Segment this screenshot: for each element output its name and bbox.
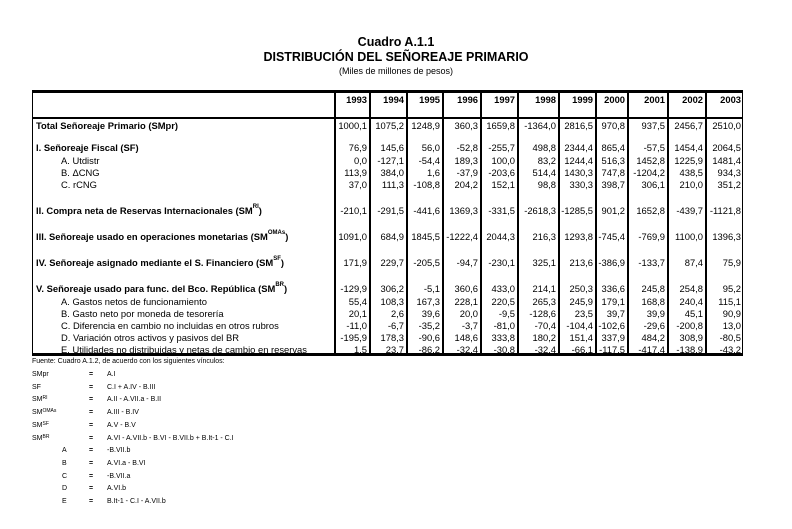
link-name-text: SMpr [32, 371, 49, 378]
footnote-equals: = [89, 434, 94, 442]
closing-paren: ) [285, 231, 289, 242]
data-table [32, 90, 743, 356]
table-cell: 254,8 [679, 283, 703, 294]
row-label [61, 308, 224, 319]
table-cell: -70,4 [534, 320, 556, 331]
table-cell: 189,3 [454, 155, 478, 166]
table-cell: 180,2 [532, 332, 556, 343]
footnote-formula: A.I [107, 371, 116, 378]
table-cell: -205,5 [413, 257, 440, 268]
table-cell: -210,1 [340, 205, 367, 216]
footnote-formula: A.VI - A.VII.b - B.VI - B.VII.b + B.It-1 - C.I [107, 434, 234, 442]
table-cell: 56,0 [421, 142, 440, 153]
table-cell: 484,2 [641, 332, 665, 343]
row-label [36, 283, 287, 294]
footnote-link-name [32, 409, 56, 416]
table-cell: 1091,0 [338, 231, 367, 242]
table-cell: 98,8 [537, 179, 556, 190]
table-cell: 1659,8 [486, 120, 515, 131]
link-name-text: SM [32, 421, 43, 429]
row-label [36, 231, 288, 242]
table-cell: 1075,2 [375, 120, 404, 131]
table-cell: -5,1 [423, 283, 440, 294]
table-cell: 100,0 [491, 155, 515, 166]
footnote-formula: A.VI.b [107, 485, 127, 493]
row-label [36, 142, 139, 153]
table-cell: -90,6 [418, 332, 440, 343]
table-cell: -108,8 [413, 179, 440, 190]
column-header-year: 1999 [572, 94, 593, 105]
table-cell: -1364,0 [524, 120, 556, 131]
table-cell: 39,7 [606, 308, 625, 319]
table-cell: -37,9 [456, 167, 478, 178]
table-cell: 20,1 [348, 308, 367, 319]
footnote-formula: B.It-1 - C.I - A.VII.b [107, 498, 166, 505]
link-name-superscript: BR [42, 433, 50, 440]
table-cell: 75,9 [722, 257, 741, 268]
table-cell: 1430,3 [564, 167, 593, 178]
table-cell: -43,2 [719, 344, 741, 355]
table-cell: 23,5 [574, 308, 593, 319]
table-cell: 39,6 [421, 308, 440, 319]
table-cell: 2510,0 [712, 120, 741, 131]
footnote-link-name [62, 447, 67, 454]
table-cell: -3,7 [461, 320, 478, 331]
table-cell: -32,4 [456, 344, 478, 355]
table-cell: 1452,8 [636, 155, 665, 166]
table-cell: 438,5 [679, 167, 703, 178]
table-cell: -66,1 [571, 344, 593, 355]
table-cell: 167,3 [416, 296, 440, 307]
table-cell: 55,4 [348, 296, 367, 307]
closing-paren: ) [258, 205, 262, 216]
footnote-link-name [32, 384, 41, 391]
table-cell: 250,3 [569, 283, 593, 294]
row-label [36, 205, 262, 216]
table-cell: -128,6 [529, 308, 556, 319]
column-header-year: 2001 [644, 94, 665, 105]
table-cell: -441,6 [413, 205, 440, 216]
link-name-superscript: SF [42, 420, 49, 427]
footnote-link-name [32, 435, 49, 442]
table-cell: 1,6 [426, 167, 440, 178]
link-name-text: SM [32, 396, 43, 404]
row-label-text: B. ΔCNG [61, 167, 100, 178]
table-cell: 240,4 [679, 296, 703, 307]
table-cell: 1396,3 [712, 231, 741, 242]
row-label [61, 155, 100, 166]
table-cell: 306,2 [380, 283, 404, 294]
row-label-text: A. Gastos netos de funcionamiento [61, 296, 207, 307]
column-header-year: 2000 [604, 94, 625, 105]
table-cell: -11,0 [346, 320, 367, 331]
table-cell: -195,9 [340, 332, 367, 343]
footnote-link-name [62, 485, 67, 492]
table-cell: -29,6 [643, 320, 665, 331]
table-cell: 1000,1 [338, 120, 367, 131]
table-cell: 514,4 [532, 167, 556, 178]
row-label-text: A. Utdistr [61, 155, 100, 166]
table-cell: -200,8 [676, 320, 703, 331]
table-cell: 111,3 [381, 179, 404, 190]
footnote-formula: A.VI.a - B.VI [107, 459, 146, 467]
row-label-superscript: BR [275, 282, 284, 288]
row-label-text: B. Gasto neto por moneda de tesorería [61, 308, 224, 319]
table-cell: -230,1 [488, 257, 515, 268]
table-cell: 498,8 [532, 142, 556, 153]
row-label-text: Total Señoreaje Primario (SMpr) [36, 120, 179, 131]
table-cell: 1652,8 [636, 205, 665, 216]
column-header-year: 1996 [457, 94, 478, 105]
table-cell: -54,4 [418, 155, 440, 166]
footnote-equals: = [89, 421, 94, 429]
table-cell: 330,3 [569, 179, 593, 190]
footnote-equals: = [89, 498, 94, 505]
footnote-equals: = [89, 409, 94, 417]
table-cell: 684,9 [380, 231, 404, 242]
table-cell: -94,7 [456, 257, 478, 268]
table-cell: 937,5 [641, 120, 665, 131]
table-cell: 168,8 [641, 296, 665, 307]
table-cell: 151,4 [569, 332, 593, 343]
link-name-text: D [62, 485, 68, 493]
table-cell: -80,5 [719, 332, 741, 343]
row-label-text: D. Variación otros activos y pasivos del BR [61, 332, 240, 343]
table-cell: 2,6 [390, 308, 404, 319]
table-cell: -102,6 [598, 320, 625, 331]
table-cell: 2044,3 [486, 231, 515, 242]
table-cell: 1248,9 [411, 120, 440, 131]
table-cell: 245,9 [569, 296, 593, 307]
table-cell: 210,0 [679, 179, 703, 190]
table-cell: -769,9 [638, 231, 665, 242]
row-label [61, 344, 307, 355]
table-cell: -138,9 [676, 344, 703, 355]
table-cell: 145,6 [380, 142, 404, 153]
header-divider [33, 117, 742, 119]
row-label-text: E. Utilidades no distribuidas y netas de cambio en reservas [61, 344, 307, 355]
table-cell: 1454,4 [674, 142, 703, 153]
table-cell: 384,0 [380, 167, 404, 178]
table-cell: -2618,3 [524, 205, 556, 216]
footnote-formula: A.III - B.IV [107, 409, 139, 417]
table-cell: 108,3 [380, 296, 404, 307]
table-cell: 360,3 [454, 120, 478, 131]
table-cell: -386,9 [598, 257, 625, 268]
table-cell: 970,8 [601, 120, 625, 131]
table-cell: 398,7 [601, 179, 625, 190]
table-cell: -104,4 [566, 320, 593, 331]
row-label-text: C. Diferencia en cambio no incluidas en otros rubros [61, 320, 279, 331]
row-label-superscript: OMAs [267, 230, 286, 236]
table-cell: 1,5 [353, 344, 367, 355]
footnote-equals: = [89, 371, 94, 378]
table-cell: 213,6 [569, 257, 593, 268]
footnote-formula: -B.VII.b [107, 447, 131, 455]
table-cell: -439,7 [676, 205, 703, 216]
row-label [61, 332, 239, 343]
column-header-year: 1994 [383, 94, 404, 105]
footnote-equals: = [89, 459, 94, 467]
table-cell: 325,1 [532, 257, 556, 268]
table-cell: -745,4 [598, 231, 625, 242]
table-cell: 152,1 [491, 179, 515, 190]
link-name-text: B [62, 459, 67, 467]
footnote-formula: A.II - A.VII.a - B.II [107, 396, 162, 404]
table-cell: 1481,4 [712, 155, 741, 166]
table-cell: 1369,3 [449, 205, 478, 216]
footnote-equals: = [89, 472, 94, 480]
row-label-text: II. Compra neta de Reservas Internacionales (SM [36, 205, 253, 216]
footnote-equals: = [89, 485, 94, 493]
table-cell: -133,7 [638, 257, 665, 268]
table-cell: -117,5 [599, 344, 625, 355]
table-units: (Miles de millones de pesos) [338, 66, 454, 76]
table-cell: -81,0 [493, 320, 515, 331]
table-cell: 308,9 [679, 332, 703, 343]
footnote-equals: = [89, 383, 94, 391]
table-cell: -9,5 [498, 308, 515, 319]
table-cell: 901,2 [601, 205, 625, 216]
table-cell: 20,0 [459, 308, 478, 319]
row-label [36, 120, 178, 131]
table-cell: 351,2 [717, 179, 741, 190]
link-name-text: E [62, 498, 67, 505]
row-label-superscript: SF [273, 256, 281, 262]
footnote-link-name [32, 396, 48, 403]
table-cell: 245,8 [641, 283, 665, 294]
table-title: DISTRIBUCIÓN DEL SEÑOREAJE PRIMARIO [263, 50, 529, 64]
link-name-text: SM [32, 434, 43, 442]
table-cell: -1222,4 [446, 231, 478, 242]
closing-paren: ) [280, 257, 285, 268]
table-cell: 2456,7 [674, 120, 703, 131]
table-cell: 0,0 [353, 155, 367, 166]
table-cell: -255,7 [488, 142, 515, 153]
table-cell: 83,2 [537, 155, 556, 166]
table-cell: 171,9 [343, 257, 367, 268]
table-cell: 13,0 [722, 320, 741, 331]
column-header-year: 2003 [720, 94, 741, 105]
footnote-link-name [62, 473, 67, 480]
table-cell: -52,8 [456, 142, 478, 153]
table-cell: 337,9 [601, 332, 625, 343]
footnote-link-name [32, 422, 49, 429]
table-cell: -331,5 [488, 205, 515, 216]
row-label-text: C. rCNG [61, 179, 97, 190]
table-cell: 220,5 [491, 296, 515, 307]
table-cell: 115,1 [718, 296, 741, 307]
table-cell: -1285,5 [561, 205, 593, 216]
table-cell: 433,0 [491, 283, 515, 294]
row-label-superscript: RI [252, 204, 259, 210]
table-cell: -6,7 [387, 320, 404, 331]
footnote-formula: -B.VII.a [107, 472, 131, 480]
table-cell: 216,3 [532, 231, 556, 242]
table-cell: -127,1 [377, 155, 404, 166]
table-cell: -291,5 [377, 205, 404, 216]
row-label-text: V. Señoreaje usado para func. del Bco. República (SM [36, 283, 276, 294]
table-cell: 1100,0 [675, 231, 703, 242]
footnote-link-name [62, 498, 67, 505]
table-cell: 2064,5 [712, 142, 741, 153]
table-cell: 204,2 [454, 179, 478, 190]
table-cell: 95,2 [722, 283, 741, 294]
row-label [61, 167, 100, 178]
link-name-superscript: RI [42, 395, 48, 402]
column-header-year: 2002 [682, 94, 703, 105]
table-cell: -35,2 [418, 320, 440, 331]
table-cell: 1845,5 [411, 231, 440, 242]
row-label-text: III. Señoreaje usado en operaciones monetarias (SM [36, 231, 268, 242]
table-cell: 178,3 [380, 332, 404, 343]
table-cell: 747,8 [601, 167, 625, 178]
table-cell: 148,6 [454, 332, 478, 343]
table-cell: -1204,2 [633, 167, 665, 178]
footnote-link-name [62, 460, 67, 467]
table-cell: -129,9 [340, 283, 367, 294]
row-label-text: IV. Señoreaje asignado mediante el S. Financiero (SM [36, 257, 274, 268]
table-cell: -57,5 [643, 142, 665, 153]
table-cell: 23,7 [385, 344, 404, 355]
table-cell: 2816,5 [564, 120, 593, 131]
table-cell: 934,3 [717, 167, 741, 178]
footnote-formula: C.I + A.IV - B.III [107, 383, 156, 391]
table-cell: 37,0 [348, 179, 367, 190]
link-name-text: SM [32, 409, 43, 417]
table-cell: 1244,4 [564, 155, 593, 166]
footnote-equals: = [89, 447, 94, 455]
row-label-text: I. Señoreaje Fiscal (SF) [36, 142, 139, 153]
link-name-text: C [62, 472, 68, 480]
table-cell: 865,4 [601, 142, 625, 153]
table-cell: -86,2 [418, 344, 440, 355]
table-cell: 306,1 [641, 179, 665, 190]
table-cell: 179,1 [601, 296, 625, 307]
row-label [61, 296, 207, 307]
footnote-source: Fuente: Cuadro A.1.2, de acuerdo con los siguientes vínculos: [32, 358, 225, 365]
row-label [36, 257, 284, 268]
table-cell: 228,1 [454, 296, 478, 307]
column-header-year: 1998 [535, 94, 556, 105]
table-cell: 214,1 [532, 283, 556, 294]
table-cell: 333,8 [491, 332, 515, 343]
table-cell: 265,3 [532, 296, 556, 307]
link-name-text: A [62, 447, 67, 455]
table-cell: 39,9 [646, 308, 665, 319]
table-cell: -1121,8 [709, 205, 741, 216]
table-cell: -32,4 [534, 344, 556, 355]
row-label [61, 179, 97, 190]
table-cell: 1293,8 [564, 231, 593, 242]
footnote-equals: = [89, 396, 94, 404]
table-cell: 113,9 [344, 167, 367, 178]
link-name-superscript: OMAs [42, 408, 57, 415]
table-cell: 336,6 [601, 283, 625, 294]
closing-paren: ) [283, 283, 288, 294]
link-name-text: SF [32, 383, 41, 391]
table-cell: 1225,9 [674, 155, 703, 166]
column-header-year: 1993 [346, 94, 367, 105]
column-header-year: 1997 [494, 94, 515, 105]
table-cell: -417,4 [638, 344, 665, 355]
footnote-link-name [32, 371, 49, 378]
row-label [61, 320, 279, 331]
table-cell: 2344,4 [564, 142, 593, 153]
table-cell: 229,7 [380, 257, 404, 268]
table-cell: 45,1 [684, 308, 703, 319]
table-cell: 90,9 [722, 308, 741, 319]
column-header-year: 1995 [419, 94, 440, 105]
table-cell: -30,8 [493, 344, 515, 355]
table-number: Cuadro A.1.1 [357, 35, 435, 49]
table-cell: 360,6 [454, 283, 478, 294]
table-cell: 516,3 [601, 155, 625, 166]
table-cell: -203,6 [488, 167, 515, 178]
table-cell: 76,9 [348, 142, 367, 153]
footnote-formula: A.V - B.V [107, 421, 136, 429]
table-cell: 87,4 [684, 257, 703, 268]
